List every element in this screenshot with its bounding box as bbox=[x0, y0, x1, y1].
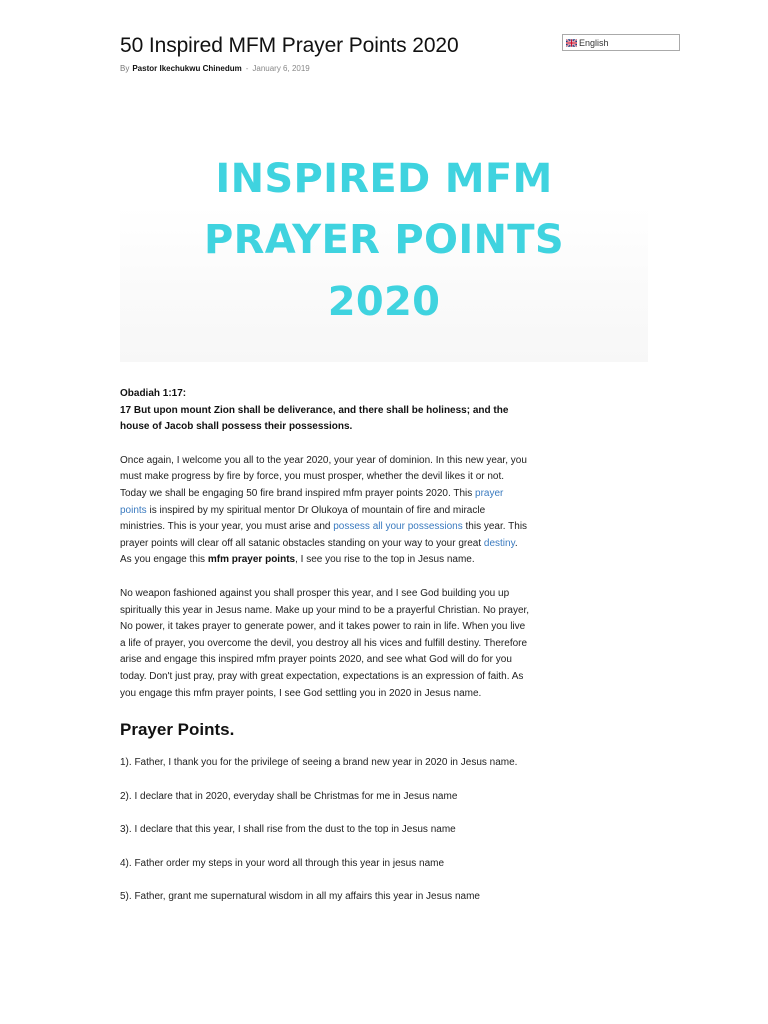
prayer-point-item: 4). Father order my steps in your word all through this year in jesus name bbox=[120, 857, 445, 869]
intro-text-5: , I see you rise to the top in Jesus name. bbox=[295, 554, 475, 566]
language-label: English bbox=[579, 37, 609, 48]
publish-date: January 6, 2019 bbox=[252, 64, 310, 73]
intro-text-1: Once again, I welcome you all to the year 2020, your year of dominion. In this new year, you must make progress by fire by force, you must prosper, whether the devil likes it or not. Today we shall be engaging 50 fire brand inspired mfm prayer points 2020. This bbox=[120, 454, 527, 499]
prayer-point-item: 1). Father, I thank you for the privilege of seeing a brand new year in 2020 in Jesus name. bbox=[120, 757, 518, 769]
prayer-points-link[interactable]: prayer points bbox=[120, 487, 504, 516]
hero-line-3: 2020 bbox=[327, 279, 441, 325]
prayer-point-item: 2). I declare that in 2020, everyday shall be Christmas for me in Jesus name bbox=[120, 790, 458, 802]
scripture-reference: Obadiah 1:17: bbox=[120, 388, 187, 399]
prayer-points-heading: Prayer Points. bbox=[120, 720, 235, 740]
second-paragraph: No weapon fashioned against you shall prosper this year, and I see God building you up spiritually this year in Jesus name. Make up your mind to be a prayerful Christian. No prayer, No power, it takes prayer to generate power, and it takes power to rain in life. When you live a life of prayer, you overcome the devil, you destroy all his vices and fulfill destiny. Therefore arise and engage this inspired mfm prayer points 2020, and see what God will do for you today. Don't just pray, pray with great expectation, expectations is an expression of faith. As you engage this mfm prayer points, I see God settling you in 2020 in Jesus name. bbox=[120, 587, 530, 699]
hero-banner bbox=[120, 140, 648, 362]
intro-text-3: this year. This prayer points will clear off all satanic obstacles standing on your way to your great bbox=[120, 521, 528, 549]
hero-line-1: INSPIRED MFM bbox=[215, 156, 553, 202]
prayer-point-item: 3). I declare that this year, I shall rise from the dust to the top in Jesus name bbox=[120, 824, 456, 836]
language-selector[interactable] bbox=[562, 34, 680, 51]
author-link[interactable]: Pastor Ikechukwu Chinedum bbox=[132, 64, 242, 73]
article-body bbox=[120, 386, 530, 923]
scripture-text: 17 But upon mount Zion shall be deliverance, and there shall be holiness; and the house of Jacob shall possess their possessions. bbox=[120, 404, 509, 433]
possess-possessions-link[interactable]: possess all your possessions bbox=[333, 521, 463, 533]
destiny-link[interactable]: destiny bbox=[483, 537, 515, 549]
hero-line-2: PRAYER POINTS bbox=[204, 217, 564, 263]
intro-text-4: . As you engage this bbox=[120, 537, 518, 566]
meta-separator: - bbox=[245, 64, 249, 73]
uk-flag-icon bbox=[566, 39, 577, 47]
intro-bold-text: mfm prayer points bbox=[207, 554, 296, 566]
by-label: By bbox=[120, 64, 130, 73]
scripture-block bbox=[120, 386, 530, 436]
intro-paragraph bbox=[120, 453, 530, 569]
intro-text-2: is inspired by my spiritual mentor Dr Olukoya of mountain of fire and miracle ministries. This is your year, you must arise and bbox=[120, 504, 486, 533]
article-meta bbox=[120, 63, 310, 75]
prayer-point-item: 5). Father, grant me supernatural wisdom in all my affairs this year in Jesus name bbox=[120, 891, 480, 903]
article-title: 50 Inspired MFM Prayer Points 2020 bbox=[120, 34, 459, 57]
